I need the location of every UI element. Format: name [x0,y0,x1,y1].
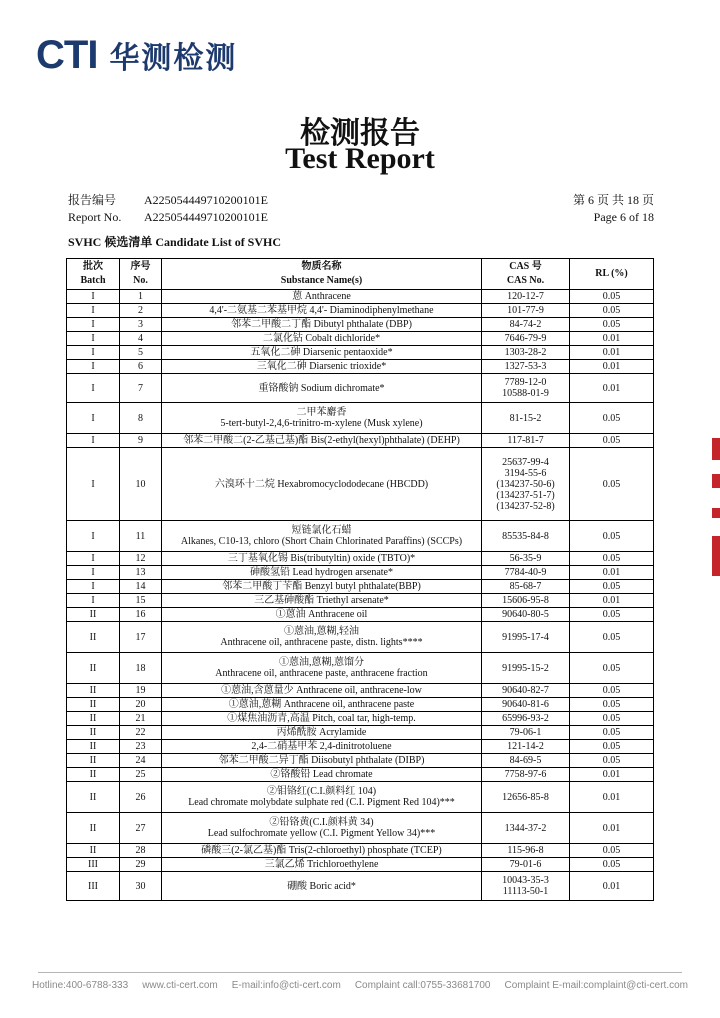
cell-rl: 0.05 [570,580,654,594]
cell-no: 19 [120,684,162,698]
table-row [67,594,654,608]
table-row [67,448,654,521]
page-info-en: Page 6 of 18 [593,210,654,224]
cell-substance: 砷酸氢铅 Lead hydrogen arsenate* [162,566,482,580]
report-no-label-en: Report No. [68,210,122,224]
table-row [67,813,654,844]
cell-no: 17 [120,622,162,653]
cell-no: 20 [120,698,162,712]
cell-rl: 0.05 [570,521,654,552]
cell-batch: II [67,653,120,684]
cell-cas: 85-68-7 [482,580,570,594]
cell-cas: 117-81-7 [482,434,570,448]
header-batch: 批次 Batch [67,259,120,290]
cell-rl: 0.05 [570,684,654,698]
cell-batch: I [67,566,120,580]
cell-cas: 120-12-7 [482,290,570,304]
cell-substance: 硼酸 Boric acid* [162,872,482,901]
cell-rl: 0.05 [570,712,654,726]
cell-batch: II [67,768,120,782]
cell-rl: 0.01 [570,566,654,580]
cell-substance: 三氧化二砷 Diarsenic trioxide* [162,360,482,374]
cell-cas: 7646-79-9 [482,332,570,346]
cell-cas: 79-06-1 [482,726,570,740]
cell-no: 21 [120,712,162,726]
cell-substance: ①蒽油,蒽糊 Anthracene oil, anthracene paste [162,698,482,712]
report-number-en: A225054449710200101E [144,210,268,224]
page-title-en: Test Report [285,142,435,175]
cell-no: 3 [120,318,162,332]
cell-no: 26 [120,782,162,813]
cell-no: 27 [120,813,162,844]
table-row [67,374,654,403]
cell-substance: 丙烯酰胺 Acrylamide [162,726,482,740]
cell-batch: II [67,698,120,712]
cell-rl: 0.05 [570,740,654,754]
company-logo [36,32,237,78]
cell-substance: 磷酸三(2-氯乙基)酯 Tris(2-chloroethyl) phosphate (TCEP) [162,844,482,858]
cell-batch: II [67,608,120,622]
cell-cas: 7789-12-0 10588-01-9 [482,374,570,403]
cell-batch: I [67,580,120,594]
cell-cas: 10043-35-3 11113-50-1 [482,872,570,901]
cell-batch: II [67,712,120,726]
cell-rl: 0.01 [570,768,654,782]
cell-substance: 重铬酸钠 Sodium dichromate* [162,374,482,403]
footer [0,980,720,991]
table-header-row [67,259,654,290]
cell-cas: 90640-82-7 [482,684,570,698]
cell-no: 2 [120,304,162,318]
cell-substance: 二甲苯麝香 5-tert-butyl-2,4,6-trinitro-m-xylene (Musk xylene) [162,403,482,434]
table-row [67,290,654,304]
table-row [67,653,654,684]
cell-cas: 7758-97-6 [482,768,570,782]
cell-no: 29 [120,858,162,872]
cell-no: 15 [120,594,162,608]
cell-cas: 84-69-5 [482,754,570,768]
cell-cas: 79-01-6 [482,858,570,872]
cell-no: 24 [120,754,162,768]
cell-rl: 0.05 [570,754,654,768]
cell-batch: I [67,374,120,403]
cell-batch: II [67,622,120,653]
cell-batch: I [67,403,120,434]
table-row [67,552,654,566]
table-row [67,754,654,768]
cell-no: 4 [120,332,162,346]
cell-rl: 0.05 [570,698,654,712]
table-row [67,360,654,374]
cell-substance: 五氧化二砷 Diarsenic pentaoxide* [162,346,482,360]
cell-batch: III [67,858,120,872]
cell-batch: I [67,318,120,332]
cell-batch: II [67,844,120,858]
cell-cas: 15606-95-8 [482,594,570,608]
cell-cas: 90640-80-5 [482,608,570,622]
table-row [67,844,654,858]
table-row [67,580,654,594]
cell-substance: 三丁基氧化锡 Bis(tributyltin) oxide (TBTO)* [162,552,482,566]
cell-cas: 90640-81-6 [482,698,570,712]
cell-batch: I [67,521,120,552]
cell-cas: 65996-93-2 [482,712,570,726]
cell-substance: 邻苯二甲酸二丁酯 Dibutyl phthalate (DBP) [162,318,482,332]
cell-rl: 0.05 [570,726,654,740]
footer-hotline: Hotline:400-6788-333 [32,980,129,991]
section-title: SVHC 候选清单 Candidate List of SVHC [68,235,282,249]
table-row [67,318,654,332]
cell-no: 13 [120,566,162,580]
cell-cas: 1303-28-2 [482,346,570,360]
cell-substance: ②铅铬黄(C.I.颜料黄 34) Lead sulfochromate yellow (C.I. Pigment Yellow 34)*** [162,813,482,844]
cell-substance: ①蒽油,含蒽量少 Anthracene oil, anthracene-low [162,684,482,698]
seal-mark [712,474,720,488]
table-row [67,858,654,872]
cell-batch: I [67,304,120,318]
cell-batch: II [67,782,120,813]
cell-no: 30 [120,872,162,901]
cell-batch: II [67,813,120,844]
header-no: 序号 No. [120,259,162,290]
seal-mark [712,536,720,576]
table-row [67,521,654,552]
table-row [67,768,654,782]
cell-substance: ①蒽油,蒽糊,蒽馏分 Anthracene oil, anthracene paste, anthracene fraction [162,653,482,684]
cell-cas: 101-77-9 [482,304,570,318]
cell-substance: 4,4'-二氨基二苯基甲烷 4,4'- Diaminodiphenylmethane [162,304,482,318]
table-row [67,346,654,360]
cell-batch: I [67,346,120,360]
cell-no: 23 [120,740,162,754]
cell-cas: 81-15-2 [482,403,570,434]
cell-no: 14 [120,580,162,594]
footer-divider [38,972,682,973]
cell-rl: 0.01 [570,360,654,374]
logo-mark: CTI [36,32,98,77]
table-row [67,712,654,726]
page-info-block [573,192,654,226]
table-row [67,740,654,754]
cell-cas: 1344-37-2 [482,813,570,844]
table-row [67,403,654,434]
cell-no: 22 [120,726,162,740]
header-cas: CAS 号 CAS No. [482,259,570,290]
table-row [67,608,654,622]
cell-substance: ①蒽油,蒽糊,轻油 Anthracene oil, anthracene paste, distn. lights**** [162,622,482,653]
cell-substance: 六溴环十二烷 Hexabromocyclododecane (HBCDD) [162,448,482,521]
footer-email: E-mail:info@cti-cert.com [231,980,341,991]
header-substance: 物质名称 Substance Name(s) [162,259,482,290]
cell-cas: 115-96-8 [482,844,570,858]
cell-batch: II [67,754,120,768]
cell-batch: II [67,684,120,698]
cell-batch: I [67,434,120,448]
seal-mark [712,508,720,518]
cell-rl: 0.01 [570,594,654,608]
cell-rl: 0.01 [570,374,654,403]
cell-rl: 0.01 [570,346,654,360]
cell-no: 6 [120,360,162,374]
cell-batch: III [67,872,120,901]
report-no-label-cn: 报告编号 [68,193,117,207]
table-row [67,566,654,580]
table-row [67,872,654,901]
footer-complaint-email: Complaint E-mail:complaint@cti-cert.com [504,980,688,991]
cell-no: 10 [120,448,162,521]
cell-batch: I [67,360,120,374]
cell-substance: 邻苯二甲酸丁苄酯 Benzyl butyl phthalate(BBP) [162,580,482,594]
cell-rl: 0.05 [570,858,654,872]
cell-rl: 0.05 [570,403,654,434]
cell-rl: 0.05 [570,290,654,304]
cell-substance: 蒽 Anthracene [162,290,482,304]
cell-no: 5 [120,346,162,360]
cell-rl: 0.05 [570,653,654,684]
table-row [67,434,654,448]
cell-no: 1 [120,290,162,304]
cell-rl: 0.01 [570,813,654,844]
cell-cas: 91995-15-2 [482,653,570,684]
cell-no: 28 [120,844,162,858]
cell-cas: 7784-40-9 [482,566,570,580]
cell-substance: 2,4-二硝基甲苯 2,4-dinitrotoluene [162,740,482,754]
cell-no: 16 [120,608,162,622]
cell-cas: 1327-53-3 [482,360,570,374]
logo-chinese-name: 华测检测 [109,41,238,76]
cell-rl: 0.05 [570,304,654,318]
cell-rl: 0.05 [570,622,654,653]
cell-no: 11 [120,521,162,552]
cell-substance: ①蒽油 Anthracene oil [162,608,482,622]
page-title-cn: 检测报告 [300,117,420,150]
cell-rl: 0.05 [570,448,654,521]
cell-cas: 84-74-2 [482,318,570,332]
footer-website: www.cti-cert.com [142,980,218,991]
cell-substance: 三乙基砷酸酯 Triethyl arsenate* [162,594,482,608]
table-row [67,332,654,346]
cell-substance: 三氯乙烯 Trichloroethylene [162,858,482,872]
cell-cas: 56-35-9 [482,552,570,566]
table-row [67,684,654,698]
table-row [67,622,654,653]
footer-complaint-call: Complaint call:0755-33681700 [354,980,491,991]
cell-batch: I [67,448,120,521]
cell-rl: 0.05 [570,318,654,332]
cell-no: 8 [120,403,162,434]
cell-no: 12 [120,552,162,566]
cell-cas: 121-14-2 [482,740,570,754]
report-number-block [68,192,268,226]
cell-rl: 0.01 [570,332,654,346]
cell-batch: II [67,726,120,740]
table-row [67,782,654,813]
cell-cas: 25637-99-4 3194-55-6 (134237-50-6) (134237-51-7) (134237-52-8) [482,448,570,521]
cell-cas: 12656-85-8 [482,782,570,813]
cell-batch: I [67,552,120,566]
cell-no: 7 [120,374,162,403]
cell-cas: 85535-84-8 [482,521,570,552]
cell-rl: 0.01 [570,782,654,813]
cell-no: 18 [120,653,162,684]
cell-batch: II [67,740,120,754]
table-row [67,304,654,318]
cell-rl: 0.05 [570,434,654,448]
cell-substance: 邻苯二甲酸二(2-乙基己基)酯 Bis(2-ethyl(hexyl)phthalate) (DEHP) [162,434,482,448]
cell-batch: I [67,594,120,608]
svhc-table [66,258,654,901]
cell-cas: 91995-17-4 [482,622,570,653]
cell-no: 9 [120,434,162,448]
table-row [67,726,654,740]
cell-rl: 0.05 [570,608,654,622]
cell-rl: 0.01 [570,872,654,901]
page-info-cn: 第 6 页 共 18 页 [572,193,654,207]
cell-substance: 邻苯二甲酸二异丁酯 Diisobutyl phthalate (DIBP) [162,754,482,768]
cell-rl: 0.05 [570,844,654,858]
cell-substance: ②铬酸铅 Lead chromate [162,768,482,782]
seal-mark [712,438,720,460]
cell-substance: ②钼铬红(C.I.颜料红 104) Lead chromate molybdate sulphate red (C.I. Pigment Red 104)*** [162,782,482,813]
header-rl: RL (%) [570,259,654,290]
cell-substance: 二氯化钴 Cobalt dichloride* [162,332,482,346]
table-row [67,698,654,712]
cell-substance: 短链氯化石蜡 Alkanes, C10-13, chloro (Short Chain Chlorinated Paraffins) (SCCPs) [162,521,482,552]
cell-batch: I [67,332,120,346]
cell-batch: I [67,290,120,304]
cell-no: 25 [120,768,162,782]
cell-rl: 0.05 [570,552,654,566]
cell-substance: ①煤焦油沥青,高温 Pitch, coal tar, high-temp. [162,712,482,726]
report-number: A225054449710200101E [144,193,268,207]
